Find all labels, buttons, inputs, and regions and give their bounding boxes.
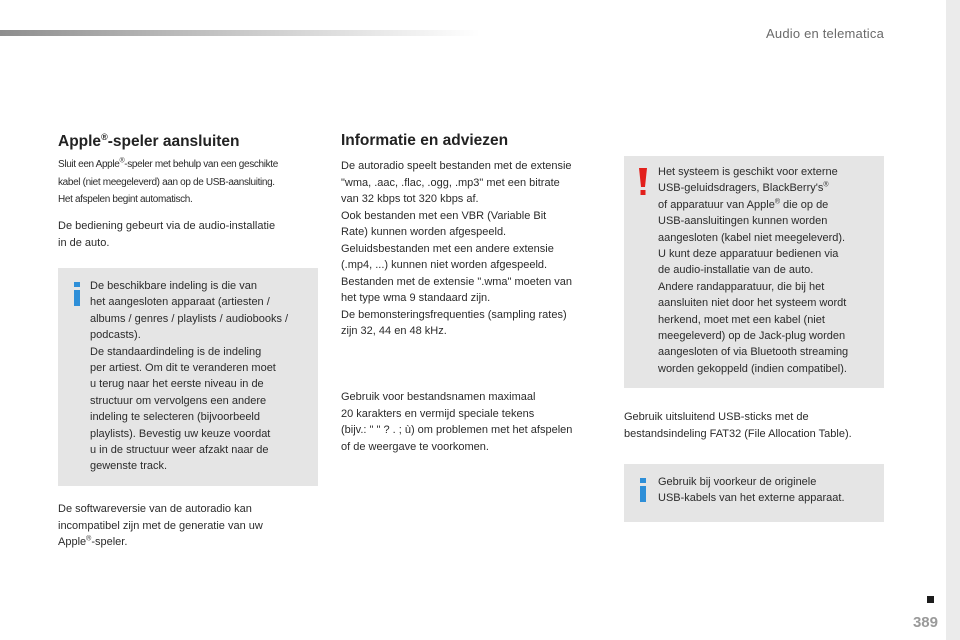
text-line: Het afspelen begint automatisch. [58, 194, 193, 205]
text-line: worden gekoppeld (indien compatibel). [658, 362, 847, 375]
text-line: kabel (niet meegeleverd) aan op de USB-aansluiting. [58, 176, 275, 188]
text-line: albums / genres / playlists / audiobooks / [90, 312, 289, 325]
text-line: USB-aansluitingen kunnen worden [658, 215, 828, 228]
text-line: van 32 kbps tot 320 kbps af. [341, 193, 479, 205]
text-line: playlists). Bevestig uw keuze voordat [90, 427, 271, 440]
page-edge-strip [946, 0, 960, 640]
text-line: het aangesloten apparaat (artiesten / [90, 296, 270, 309]
text-line: De beschikbare indeling is die van [90, 280, 257, 292]
info-box-left-text [90, 278, 316, 475]
text-line: Bestanden met de extensie ".wma" moeten van [341, 275, 572, 288]
text-line: "wma, .aac, .flac, .ogg, .mp3" met een bitrate [341, 176, 560, 189]
text-line: Gebruik bij voorkeur de originele [658, 476, 817, 488]
text-line: Gebruik voor bestandsnamen maximaal [341, 391, 536, 403]
warning-box-text [658, 164, 882, 377]
text-line: of de weergave te voorkomen. [341, 440, 489, 453]
info-box-right [624, 464, 884, 522]
info-i-icon [638, 478, 648, 502]
right-paragraph [624, 409, 894, 442]
text-line: u terug naar het eerste niveau in de [90, 378, 264, 391]
text-line: bestandsindeling FAT32 (File Allocation Table). [624, 427, 852, 440]
text-line: of apparatuur van Apple® die op de [658, 198, 829, 211]
text-line: De bemonsteringsfrequenties (sampling rates) [341, 308, 567, 321]
text-line: structuur om vervolgens een andere [90, 394, 267, 407]
text-line: aangesloten of via Bluetooth streaming [658, 346, 849, 359]
text-line: per artiest. Om dit te veranderen moet [90, 362, 276, 375]
text-line: u in de structuur weer afzakt naar de [90, 444, 269, 457]
text-line: De bediening gebeurt via de audio-installatie [58, 220, 276, 232]
text-line: Apple®-speler. [58, 535, 128, 548]
text-line: (.mp4, ...) kunnen niet worden afgespeeld. [341, 259, 548, 271]
text-line: De standaardindeling is de indeling [90, 345, 262, 358]
left-intro [58, 156, 320, 209]
text-line: aansluiten niet door het systeem wordt [658, 297, 847, 310]
text-line: Het systeem is geschikt voor externe [658, 166, 838, 178]
text-line: podcasts). [90, 329, 141, 342]
text-line: gewenste track. [90, 460, 168, 473]
text-line: Rate) kunnen worden afgespeeld. [341, 226, 507, 238]
text-line: (bijv.: " " ? . ; ù) om problemen met het afspelen [341, 424, 573, 436]
text-line: USB-geluidsdragers, BlackBerry's® [658, 181, 829, 195]
text-line: Ook bestanden met een VBR (Variable Bit [341, 209, 547, 222]
text-line: herkend, moet met een kabel (niet [658, 313, 825, 326]
header-gradient-bar [0, 30, 480, 36]
info-box-left [58, 268, 318, 486]
left-paragraph-1 [58, 218, 320, 251]
exclamation-icon [638, 168, 648, 196]
info-i-icon [72, 282, 82, 306]
text-line: USB-kabels van het externe apparaat. [658, 492, 845, 505]
text-line: meegeleverd) op de Jack-plug worden [658, 330, 846, 343]
text-line: het type wma 9 standaard zijn. [341, 292, 491, 304]
text-line: U kunt deze apparatuur bedienen via [658, 248, 839, 261]
text-line: in de auto. [58, 236, 110, 249]
info-box-right-text [658, 474, 882, 507]
page-number: 389 [912, 614, 938, 631]
left-column-title: Apple®-speler aansluiten [58, 132, 240, 151]
text-line: Geluidsbestanden met een andere extensie [341, 242, 554, 255]
section-title: Audio en telematica [766, 26, 884, 41]
text-line: 20 karakters en vermijd speciale tekens [341, 407, 535, 420]
middle-paragraph-1 [341, 158, 609, 340]
middle-paragraph-2 [341, 389, 609, 455]
text-line: Sluit een Apple®-speler met behulp van een geschikte [58, 157, 278, 170]
text-line: De autoradio speelt bestanden met de extensie [341, 160, 572, 172]
text-line: Andere randapparatuur, die bij het [658, 280, 825, 293]
page-marker [927, 596, 934, 603]
text-line: de audio-installatie van de auto. [658, 264, 814, 277]
text-line: De softwareversie van de autoradio kan [58, 503, 252, 515]
text-line: indeling te selecteren (bijvoorbeeld [90, 411, 260, 424]
text-line: incompatibel zijn met de generatie van uw [58, 519, 263, 532]
text-line: zijn 32, 44 en 48 kHz. [341, 325, 447, 337]
text-line: Gebruik uitsluitend USB-sticks met de [624, 411, 809, 423]
text-line: aangesloten (kabel niet meegeleverd). [658, 231, 846, 244]
left-paragraph-2 [58, 501, 320, 551]
warning-box [624, 156, 884, 388]
middle-column-title: Informatie en adviezen [341, 132, 509, 149]
